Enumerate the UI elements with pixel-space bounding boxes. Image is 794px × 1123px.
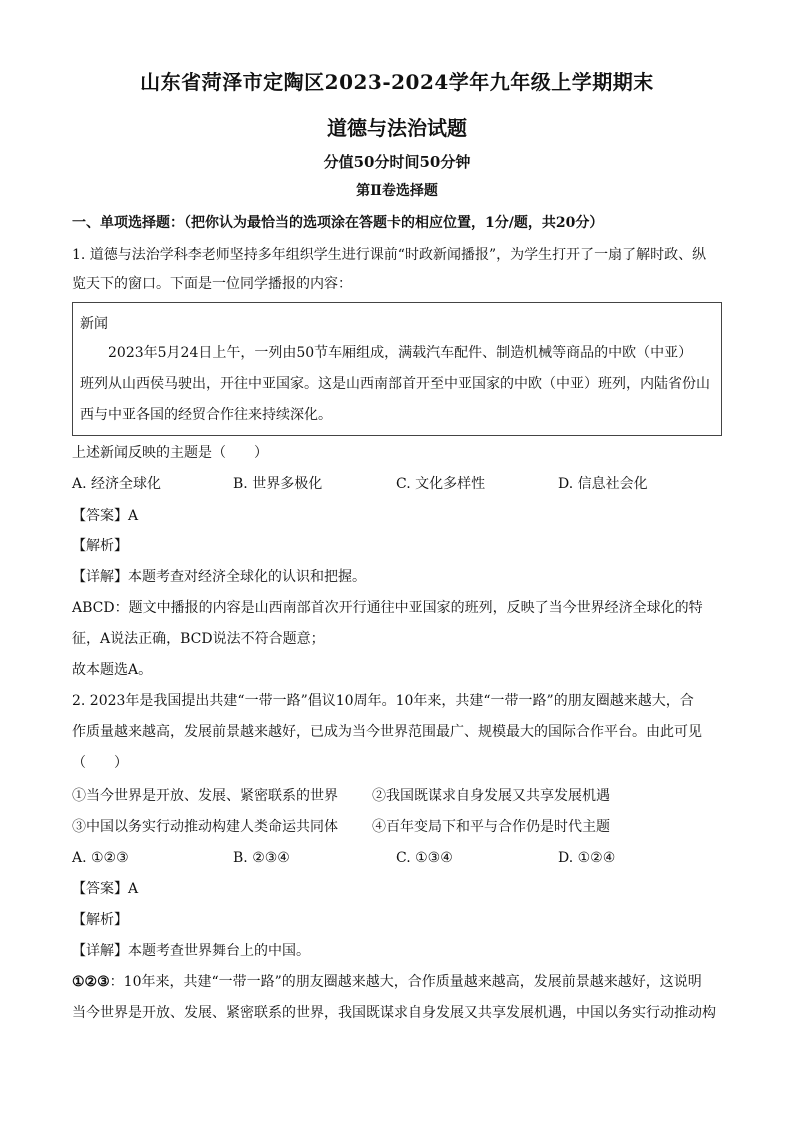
q2-stem-line1: 2. 2023年是我国提出共建“一带一路”倡议10周年。10年来，共建“一带一路”的朋友圈越来越大，合 <box>72 693 694 709</box>
volume-heading: 第Ⅱ卷选择题 <box>356 183 438 199</box>
q1-stem-line2: 览天下的窗口。下面是一位同学播报的内容： <box>72 276 352 292</box>
q1-option-a: A. 经济全球化 <box>72 476 162 492</box>
section-heading: 一、单项选择题：（把你认为最恰当的选项涂在答题卡的相应位置，1分/题，共20分） <box>72 215 604 231</box>
news-line3: 西与中亚各国的经贸合作往来持续深化。 <box>80 407 332 423</box>
q1-question: 上述新闻反映的主题是（ ） <box>72 445 268 461</box>
q2-explain-line2: 当今世界是开放、发展、紧密联系的世界，我国既谋求自身发展又共享发展机遇，中国以务实行动推动构 <box>72 1005 716 1021</box>
score-time-info: 分值50分时间50分钟 <box>323 153 471 171</box>
q1-option-d: D. 信息社会化 <box>558 476 648 492</box>
q2-statement-2: ②我国既谋求自身发展又共享发展机遇 <box>372 788 610 804</box>
q2-statement-4: ④百年变局下和平与合作仍是时代主题 <box>372 819 610 835</box>
q1-analysis-label: 【解析】 <box>72 538 128 554</box>
news-label: 新闻 <box>80 316 108 332</box>
q1-explain-line1: ABCD：题文中播报的内容是山西南部首次开行通往中亚国家的班列，反映了当今世界经济全球化的特 <box>72 600 703 616</box>
q2-option-c: C. ①③④ <box>396 850 453 866</box>
q2-explain-line1 <box>72 972 732 992</box>
q2-option-a: A. ①②③ <box>72 850 129 866</box>
q2-detail: 【详解】本题考查世界舞台上的中国。 <box>72 943 310 959</box>
exam-title: 山东省菏泽市定陶区2023-2024学年九年级上学期期末 <box>140 70 654 94</box>
exam-subject: 道德与法治试题 <box>327 116 467 140</box>
q2-explain-marks: ①②③ <box>72 974 110 990</box>
q1-conclusion: 故本题选A。 <box>72 662 153 678</box>
q2-statement-1: ①当今世界是开放、发展、紧密联系的世界 <box>72 788 338 804</box>
news-line1: 2023年5月24日上午，一列由50节车厢组成，满载汽车配件、制造机械等商品的中欧（中亚） <box>108 345 693 361</box>
q2-stem-line3: （ ） <box>72 755 128 771</box>
news-line2: 班列从山西侯马驶出，开往中亚国家。这是山西南部首开至中亚国家的中欧（中亚）班列，内陆省份山 <box>80 376 710 392</box>
q2-analysis-label: 【解析】 <box>72 912 128 928</box>
q1-stem-line1: 1. 道德与法治学科李老师坚持多年组织学生进行课前“时政新闻播报”，为学生打开了一扇了解时政、纵 <box>72 247 707 263</box>
q1-option-b: B. 世界多极化 <box>233 476 323 492</box>
q1-explain-line2: 征，A说法正确，BCD说法不符合题意； <box>72 631 325 647</box>
q2-option-d: D. ①②④ <box>558 850 616 866</box>
q2-answer: 【答案】A <box>72 881 139 897</box>
q1-detail: 【详解】本题考查对经济全球化的认识和把握。 <box>72 569 366 585</box>
q1-option-c: C. 文化多样性 <box>396 476 486 492</box>
q2-option-b: B. ②③④ <box>233 850 290 866</box>
q1-answer: 【答案】A <box>72 508 139 524</box>
q2-statement-3: ③中国以务实行动推动构建人类命运共同体 <box>72 819 338 835</box>
q2-stem-line2: 作质量越来越高，发展前景越来越好，已成为当今世界范围最广、规模最大的国际合作平台。由此可见 <box>72 724 702 740</box>
q2-explain-line1-text: ：10年来，共建“一带一路”的朋友圈越来越大，合作质量越来越高，发展前景越来越好，这说明 <box>109 974 702 990</box>
